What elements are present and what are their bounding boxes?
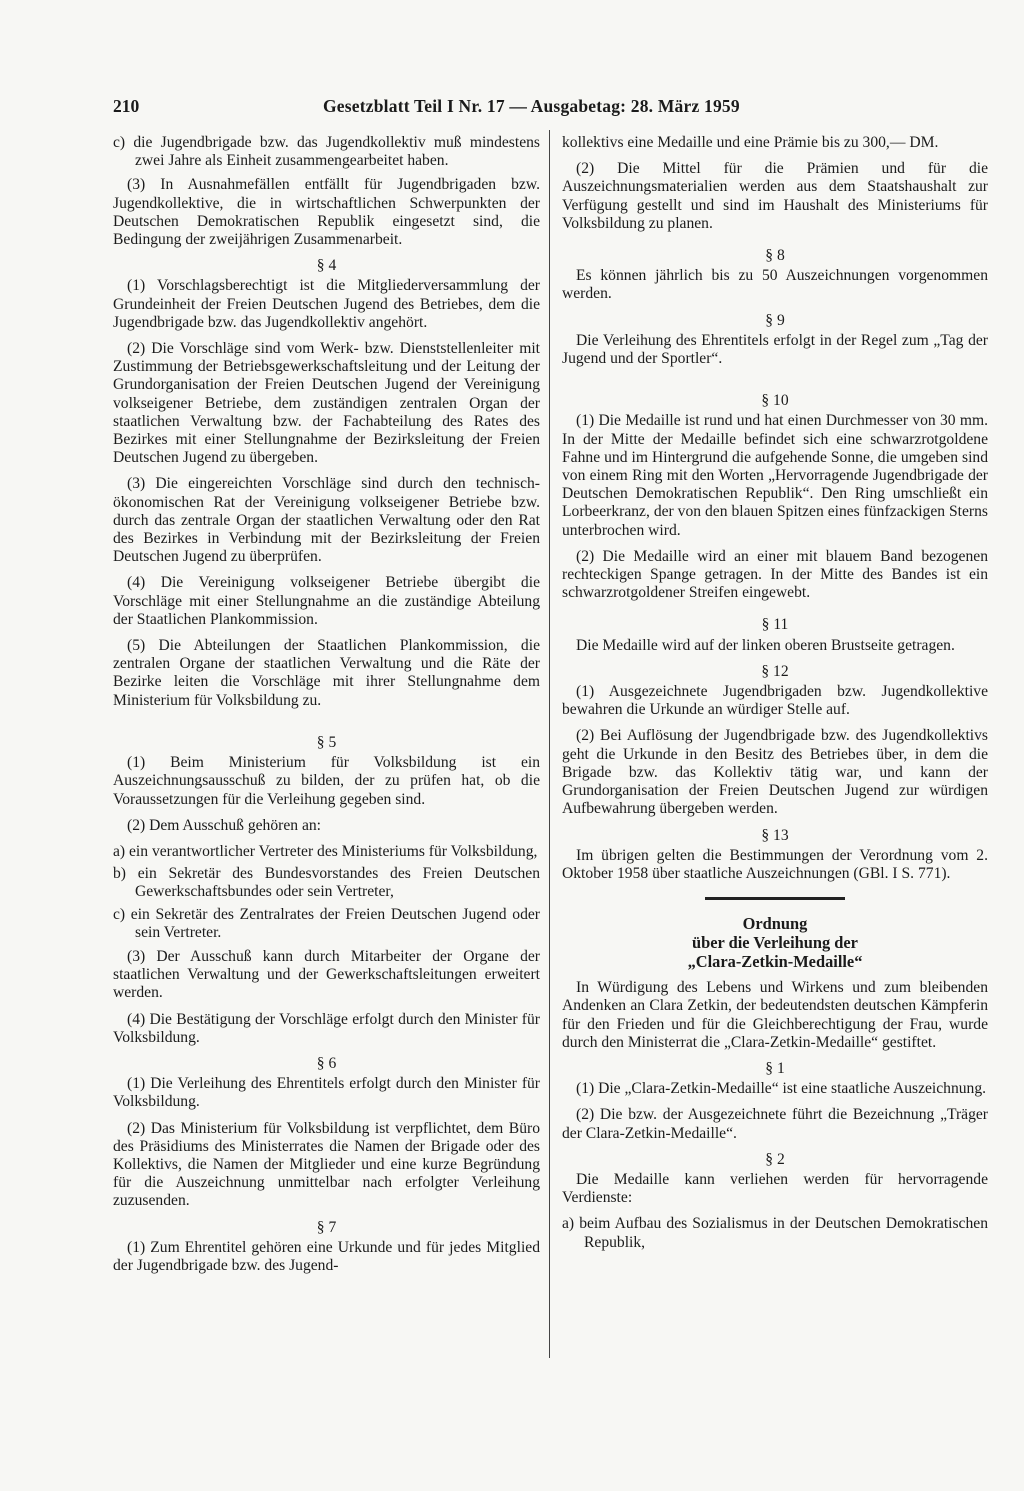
paragraph: (2) Die bzw. der Ausgezeichnete führt die Bezeichnung „Träger der Clara-Zetkin-Medaille“.: [562, 1106, 988, 1142]
list-item: a) beim Aufbau des Sozialismus in der Deutschen Demokratischen Republik,: [562, 1215, 988, 1251]
section-heading: § 13: [761, 826, 789, 844]
paragraph: (1) Die Medaille ist rund und hat einen Durchmesser von 30 mm. In der Mitte der Medaille befindet sich eine schwarzrotgoldene Fahne und im Hintergrund die aufgehende Sonne, die umgeben sind von einem Ring mit den Worten „Hervorragende Jugendbrigade der Deutschen Demokratischen Republik“. Den Ring umschließt ein Lorbeerkranz, der von den blauen Spitzen eines fünfzackigen Sterns unterbrochen wird.: [562, 412, 988, 539]
left-column: [113, 134, 540, 1283]
section-heading: § 4: [316, 257, 337, 275]
ordinance-title: [562, 914, 988, 971]
section-heading: § 10: [761, 392, 789, 410]
paragraph: (2) Die Vorschläge sind vom Werk- bzw. Dienststellenleiter mit Zustimmung der Betriebsgewerkschaftsleitung und der Leitung der Grundorganisation der Freien Deutschen Jugend der Vereinigung volkseigener Betriebe, dem zuständigen zentralen Organ der staatlichen Verwaltung bzw. der Fachabteilung des Rates des Bezirkes mit einer Stellungnahme der Bezirksleitung der Freien Deutschen Jugend zu übergeben.: [113, 340, 540, 467]
paragraph: (2) Die Medaille wird an einer mit blauem Band bezogenen rechteckigen Spange getragen. In der Mitte des Bandes ist ein schwarzrotgoldener Streifen eingewebt.: [562, 547, 988, 602]
section-heading: § 6: [316, 1054, 337, 1072]
right-column: [562, 134, 988, 1256]
paragraph: (4) Die Vereinigung volkseigener Betriebe übergibt die Vorschläge mit einer Stellungnahme an die zuständige Abteilung der Staatlichen Plankommission.: [113, 574, 540, 628]
gazette-title: Gesetzblatt Teil I Nr. 17 — Ausgabetag: 28. März 1959: [323, 96, 740, 116]
paragraph: (1) Die Verleihung des Ehrentitels erfolgt durch den Minister für Volksbildung.: [113, 1075, 540, 1111]
section-heading: § 1: [765, 1059, 785, 1077]
paragraph: Im übrigen gelten die Bestimmungen der Verordnung vom 2. Oktober 1958 über staatliche Auszeichnungen (GBl. I S. 771).: [562, 846, 988, 882]
paragraph: (1) Ausgezeichnete Jugendbrigaden bzw. Jugendkollektive bewahren die Urkunde an würdiger Stelle auf.: [562, 683, 988, 719]
list-item: b) ein Sekretär des Bundesvorstandes des Freien Deutschen Gewerkschaftsbundes oder sein Vertreter,: [113, 865, 540, 901]
list-item: c) die Jugendbrigade bzw. das Jugendkollektiv muß mindestens zwei Jahre als Einheit zusammengearbeitet haben.: [113, 134, 540, 170]
paragraph: In Würdigung des Lebens und Wirkens und zum bleibenden Andenken an Clara Zetkin, der bedeutendsten deutschen Kämpferin für den Frieden und für die Gleichberechtigung der Frau, wurde durch den Ministerrat die „Clara-Zetkin-Medaille“ gestiftet.: [562, 979, 988, 1051]
section-heading: § 12: [761, 662, 789, 680]
paragraph: (2) Dem Ausschuß gehören an:: [127, 816, 322, 834]
paragraph: (3) Die eingereichten Vorschläge sind durch den technisch-ökonomischen Rat der Vereinigung volkseigener Betriebe bzw. durch das zentrale Organ der staatlichen Verwaltung oder den Rat des Bezirkes in Verbindung mit der Bezirksleitung der Freien Deutschen Jugend zu überprüfen.: [113, 475, 540, 566]
section-heading: § 9: [765, 311, 785, 329]
separator-rule: [705, 897, 845, 900]
page-header: [113, 96, 993, 122]
ordinance-title-line: „Clara-Zetkin-Medaille“: [687, 952, 863, 972]
paragraph: (1) Die „Clara-Zetkin-Medaille“ ist eine staatliche Auszeichnung.: [576, 1080, 987, 1098]
paragraph: Die Medaille kann verliehen werden für hervorragende Verdienste:: [562, 1170, 988, 1207]
paragraph: (2) Das Ministerium für Volksbildung ist verpflichtet, dem Büro des Präsidiums des Ministerrates die Namen der Brigade oder des Kollektivs, die Namen der Mitglieder und eine kurze Begründung für die Auszeichnung unmittelbar nach erfolgter Verleihung zuzusenden.: [113, 1119, 540, 1210]
paragraph: (1) Zum Ehrentitel gehören eine Urkunde und für jedes Mitglied der Jugendbrigade bzw. des Jugend-: [113, 1238, 540, 1274]
page-number: 210: [113, 96, 140, 116]
list-item: a) ein verantwortlicher Vertreter des Ministeriums für Volksbildung,: [113, 842, 538, 860]
ordinance-title-line: über die Verleihung der: [692, 933, 858, 953]
paragraph: (1) Beim Ministerium für Volksbildung ist ein Auszeichnungsausschuß zu bilden, der zu prüfen hat, ob die Voraussetzungen für die Verleihung gegeben sind.: [113, 754, 540, 808]
paragraph: (2) Die Mittel für die Prämien und für die Auszeichnungsmaterialien werden aus dem Staatshaushalt zur Verfügung gestellt und sind im Haushalt des Ministeriums für Volksbildung zu planen.: [562, 160, 988, 232]
section-heading: § 2: [765, 1150, 785, 1168]
paragraph: Es können jährlich bis zu 50 Auszeichnungen vorgenommen werden.: [562, 267, 988, 303]
section-heading: § 11: [761, 616, 789, 634]
paragraph: (3) In Ausnahmefällen entfällt für Jugendbrigaden bzw. Jugendkollektive, die in wirtschaftlichen Schwerpunkten der Deutschen Demokratischen Republik eingesetzt sind, die Bedingung der zweijährigen Zusammenarbeit.: [113, 176, 540, 249]
paragraph: (3) Der Ausschuß kann durch Mitarbeiter der Organe der staatlichen Verwaltung und der Gewerkschaftsleitungen erweitert werden.: [113, 947, 540, 1002]
ordinance-title-line: Ordnung: [742, 914, 808, 934]
section-heading: § 7: [316, 1218, 337, 1236]
paragraph: (4) Die Bestätigung der Vorschläge erfolgt durch den Minister für Volksbildung.: [113, 1010, 540, 1046]
paragraph: Die Verleihung des Ehrentitels erfolgt in der Regel zum „Tag der Jugend und der Sportler“.: [562, 331, 988, 368]
paragraph: kollektivs eine Medaille und eine Prämie bis zu 300,— DM.: [562, 134, 939, 151]
section-heading: § 5: [316, 733, 337, 751]
paragraph: Die Medaille wird auf der linken oberen Brustseite getragen.: [576, 636, 955, 654]
list-item: c) ein Sekretär des Zentralrates der Freien Deutschen Jugend oder sein Vertreter.: [113, 905, 540, 941]
paragraph: (1) Vorschlagsberechtigt ist die Mitgliederversammlung der Grundeinheit der Freien Deutschen Jugend des Betriebes, dem die Jugendbrigade bzw. das Jugendkollektiv angehört.: [113, 277, 540, 331]
column-divider: [549, 130, 550, 1358]
section-heading: § 8: [765, 247, 785, 265]
paragraph: (2) Bei Auflösung der Jugendbrigade bzw. des Jugendkollektivs geht die Urkunde in den Besitz des Betriebes über, in dem die Brigade bzw. das Kollektiv tätig war, und kann der Grundorganisation der Freien Deutschen Jugend zur würdigen Aufbewahrung übergeben werden.: [562, 727, 988, 818]
paragraph: (5) Die Abteilungen der Staatlichen Plankommission, die zentralen Organe der staatlichen Verwaltung und die Räte der Bezirke leiten die Vorschläge mit ihrer Stellungnahme dem Ministerium für Volksbildung zu.: [113, 637, 540, 709]
